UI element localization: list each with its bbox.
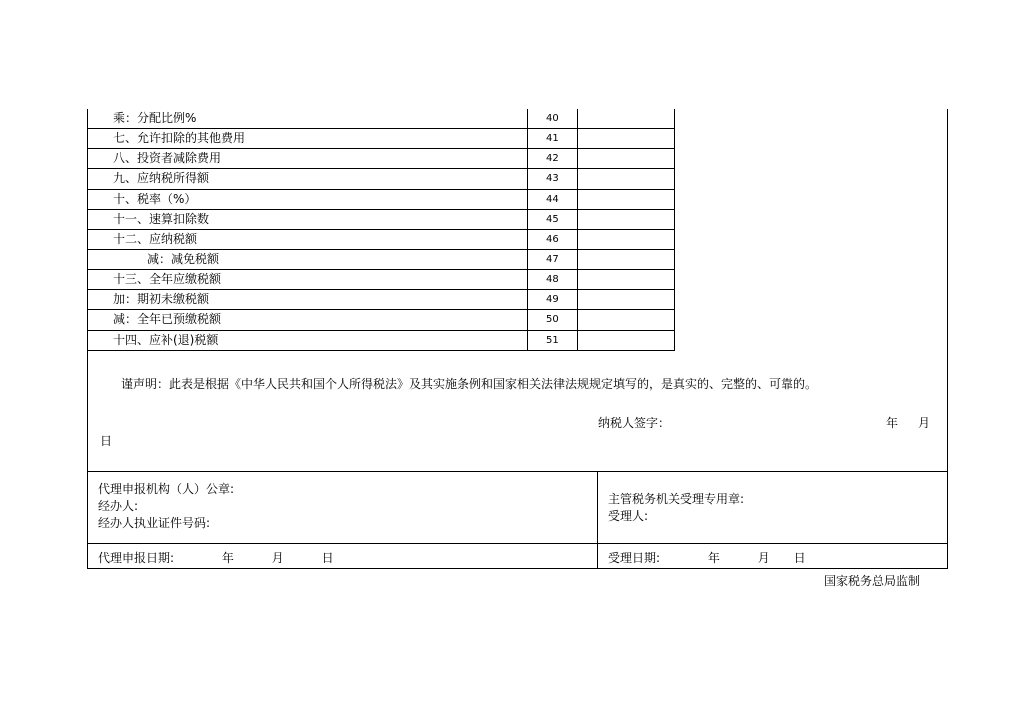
agent-handler-label: 经办人: (98, 499, 139, 513)
agent-date-row (98, 549, 340, 566)
table-right-border (947, 109, 948, 351)
row-number: 51 (527, 330, 577, 350)
row-label: 九、应纳税所得额 (87, 169, 527, 189)
table-row (87, 270, 675, 290)
row-number: 42 (527, 149, 577, 169)
authority-seal-label: 主管税务机关受理专用章: (608, 492, 745, 506)
agent-authority-section (87, 472, 948, 569)
row-value-cell[interactable] (577, 169, 674, 189)
signature-year-label: 年 (886, 416, 899, 430)
row-label: 七、允许扣除的其他费用 (87, 129, 527, 149)
row-number: 44 (527, 189, 577, 209)
supervision-footer: 国家税务总局监制 (824, 574, 921, 588)
row-value-cell[interactable] (577, 189, 674, 209)
row-label: 减：减免税额 (87, 249, 527, 269)
agent-date-day: 日 (321, 551, 334, 565)
tax-rows-table (87, 109, 675, 351)
row-number: 47 (527, 249, 577, 269)
row-number: 43 (527, 169, 577, 189)
row-number: 40 (527, 109, 577, 129)
table-row (87, 330, 675, 350)
authority-info-block (608, 491, 744, 525)
table-row (87, 109, 675, 129)
row-value-cell[interactable] (577, 290, 674, 310)
signature-month-label: 月 (918, 416, 931, 430)
row-label: 十三、全年应缴税额 (87, 270, 527, 290)
acceptance-date-row (608, 549, 806, 566)
authority-receiver-label: 受理人: (608, 509, 649, 523)
taxpayer-signature-label: 纳税人签字： (598, 416, 671, 430)
row-number: 46 (527, 229, 577, 249)
agent-date-label: 代理申报日期: (98, 551, 175, 565)
signature-day-label: 日 (100, 434, 113, 448)
row-label: 十一、速算扣除数 (87, 209, 527, 229)
table-row (87, 310, 675, 330)
table-row (87, 129, 675, 149)
row-label: 十二、应纳税额 (87, 229, 527, 249)
row-number: 50 (527, 310, 577, 330)
agent-info-block (98, 481, 234, 532)
acceptance-date-day: 日 (793, 551, 806, 565)
table-row (87, 229, 675, 249)
row-value-cell[interactable] (577, 310, 674, 330)
agent-date-month: 月 (271, 551, 284, 565)
table-row (87, 189, 675, 209)
row-value-cell[interactable] (577, 330, 674, 350)
row-value-cell[interactable] (577, 229, 674, 249)
row-value-cell[interactable] (577, 270, 674, 290)
row-value-cell[interactable] (577, 209, 674, 229)
row-label: 乘：分配比例% (87, 109, 527, 129)
row-label: 八、投资者减除费用 (87, 149, 527, 169)
table-row (87, 249, 675, 269)
row-label: 十、税率（%） (87, 189, 527, 209)
row-label: 十四、应补(退)税额 (87, 330, 527, 350)
row-value-cell[interactable] (577, 109, 674, 129)
table-row (87, 290, 675, 310)
table-row (87, 209, 675, 229)
declaration-section (87, 351, 948, 472)
agent-license-label: 经办人执业证件号码: (98, 516, 211, 530)
row-number: 45 (527, 209, 577, 229)
acceptance-date-month: 月 (757, 551, 770, 565)
row-number: 49 (527, 290, 577, 310)
acceptance-date-year: 年 (707, 551, 720, 565)
agent-seal-label: 代理申报机构（人）公章: (98, 482, 235, 496)
row-number: 48 (527, 270, 577, 290)
row-value-cell[interactable] (577, 149, 674, 169)
agent-date-year: 年 (221, 551, 234, 565)
row-label: 减：全年已预缴税额 (87, 310, 527, 330)
row-value-cell[interactable] (577, 249, 674, 269)
row-label: 加：期初未缴税额 (87, 290, 527, 310)
table-row (87, 149, 675, 169)
declaration-statement: 谨声明：此表是根据《中华人民共和国个人所得税法》及其实施条例和国家相关法律法规规定填写的，是真实的、完整的、可靠的。 (121, 377, 818, 391)
row-value-cell[interactable] (577, 129, 674, 149)
tax-calculation-table (87, 109, 948, 351)
row-number: 41 (527, 129, 577, 149)
section-horizontal-divider (88, 543, 947, 544)
table-row (87, 169, 675, 189)
acceptance-date-label: 受理日期: (608, 551, 661, 565)
section-vertical-divider (597, 472, 598, 568)
